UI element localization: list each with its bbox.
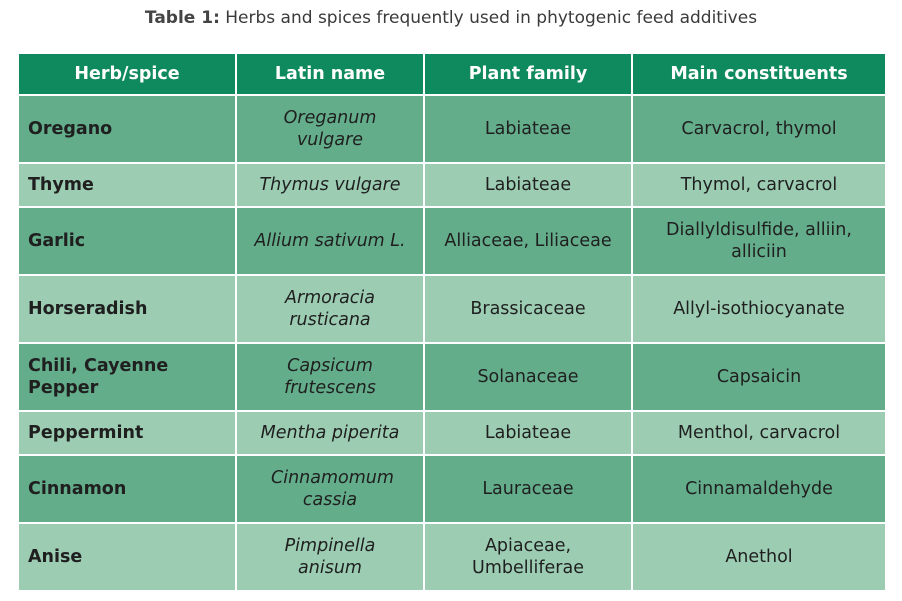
- cell-herb: Chili, Cayenne Pepper: [19, 344, 235, 410]
- column-header-herb: Herb/spice: [19, 54, 235, 94]
- cell-latin-name: Mentha piperita: [237, 412, 423, 454]
- table-row: [19, 344, 885, 410]
- cell-herb: Horseradish: [19, 276, 235, 342]
- cell-plant-family: Lauraceae: [425, 456, 631, 522]
- column-header-main-constituents: Main constituents: [633, 54, 885, 94]
- cell-main-constituents: Menthol, carvacrol: [633, 412, 885, 454]
- cell-main-constituents: Anethol: [633, 524, 885, 590]
- cell-latin-name: Cinnamomum cassia: [237, 456, 423, 522]
- cell-plant-family: Alliaceae, Liliaceae: [425, 208, 631, 274]
- table-row: [19, 524, 885, 590]
- cell-plant-family: Apiaceae, Umbelliferae: [425, 524, 631, 590]
- cell-latin-name: Pimpinella anisum: [237, 524, 423, 590]
- table-row: [19, 96, 885, 162]
- cell-main-constituents: Diallyldisulfide, alliin, alliciin: [633, 208, 885, 274]
- table-caption-text: Herbs and spices frequently used in phytogenic feed additives: [219, 8, 758, 28]
- cell-main-constituents: Carvacrol, thymol: [633, 96, 885, 162]
- cell-herb: Peppermint: [19, 412, 235, 454]
- cell-plant-family: Labiateae: [425, 96, 631, 162]
- herbs-table: [17, 52, 887, 592]
- cell-main-constituents: Thymol, carvacrol: [633, 164, 885, 206]
- cell-plant-family: Labiateae: [425, 412, 631, 454]
- table-row: [19, 276, 885, 342]
- cell-herb: Oregano: [19, 96, 235, 162]
- table-row: [19, 208, 885, 274]
- cell-latin-name: Armoracia rusticana: [237, 276, 423, 342]
- cell-herb: Cinnamon: [19, 456, 235, 522]
- cell-main-constituents: Allyl-isothiocyanate: [633, 276, 885, 342]
- table-row: [19, 164, 885, 206]
- table-row: [19, 456, 885, 522]
- herbs-table-container: [17, 52, 885, 592]
- table-header-row: [19, 54, 885, 94]
- table-row: [19, 412, 885, 454]
- cell-plant-family: Solanaceae: [425, 344, 631, 410]
- cell-herb: Garlic: [19, 208, 235, 274]
- cell-plant-family: Labiateae: [425, 164, 631, 206]
- cell-main-constituents: Cinnamaldehyde: [633, 456, 885, 522]
- cell-plant-family: Brassicaceae: [425, 276, 631, 342]
- cell-latin-name: Allium sativum L.: [237, 208, 423, 274]
- cell-herb: Anise: [19, 524, 235, 590]
- table-caption-label: Table 1:: [144, 8, 220, 28]
- cell-herb: Thyme: [19, 164, 235, 206]
- column-header-latin-name: Latin name: [237, 54, 423, 94]
- cell-latin-name: Capsicum frutescens: [237, 344, 423, 410]
- cell-latin-name: Thymus vulgare: [237, 164, 423, 206]
- table-caption: [0, 8, 902, 28]
- cell-main-constituents: Capsaicin: [633, 344, 885, 410]
- cell-latin-name: Oreganum vulgare: [237, 96, 423, 162]
- column-header-plant-family: Plant family: [425, 54, 631, 94]
